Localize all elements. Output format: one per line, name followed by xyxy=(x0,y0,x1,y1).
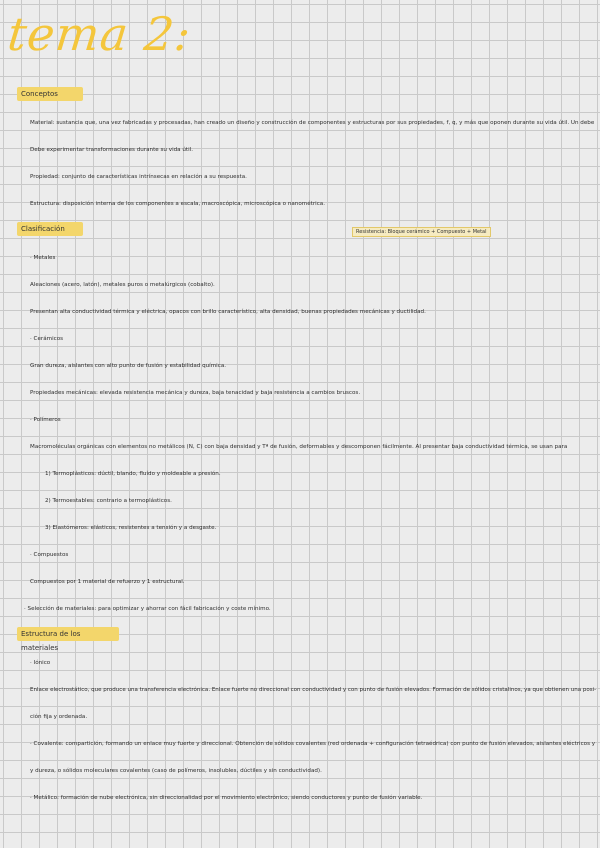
text-line: Estructura: disposición interna de los componentes a escala, macroscópica, microscópica o nanométrica. xyxy=(30,201,325,207)
note-tag: Resistencia: Bloque cerámico + Compuesto + Metal xyxy=(352,227,491,237)
text-line: Aleaciones (acero, latón), metales puros o metalúrgicos (cobalto). xyxy=(30,282,215,288)
text-line: Compuestos por 1 material de refuerzo y 1 estructural. xyxy=(30,579,185,585)
text-line: Debe experimentar transformaciones durante su vida útil. xyxy=(30,147,193,153)
text-line: ción fija y ordenada. xyxy=(30,714,88,720)
page-title: tema 2: xyxy=(5,7,194,61)
text-line: Macromoléculas orgánicas con elementos no metálicos (N, C) con baja densidad y Tª de fusión, deformables y descomponen fácilmente. Al presentar baja conductividad térmica, se usan para xyxy=(30,444,568,450)
text-line: Material: sustancia que, una vez fabricadas y procesadas, han creado un diseño y construcción de componentes y estructuras por sus propiedades, f, q, y más que oponen durante su vida útil. Un debe xyxy=(30,120,595,126)
section-heading-conceptos: Conceptos xyxy=(17,87,83,101)
text-line: · Iónico xyxy=(30,660,51,666)
text-line: · Polímeros xyxy=(30,417,61,423)
text-line: 2) Termoestables: contrario a termoplásticos. xyxy=(45,498,172,504)
text-line: · Cerámicos xyxy=(30,336,64,342)
text-line: · Selección de materiales: para optimizar y ahorrar con fácil fabricación y coste mínimo. xyxy=(24,606,271,612)
text-line: · Metales xyxy=(30,255,56,261)
text-line: Presentan alta conductividad térmica y eléctrica, opacos con brillo característico, alta densidad, buenas propiedades mecánicas y ductilidad. xyxy=(30,309,426,315)
text-line: 1) Termoplásticos: dúctil, blando, fluído y moldeable a presión. xyxy=(45,471,221,477)
text-line: Propiedad: conjunto de características intrínsecas en relación a su respuesta. xyxy=(30,174,247,180)
text-line: 3) Elastómeros: elásticos, resistentes a tensión y a desgaste. xyxy=(45,525,217,531)
text-line: · Compuestos xyxy=(30,552,69,558)
text-line: Gran dureza, aislantes con alto punto de fusión y estabilidad química. xyxy=(30,363,227,369)
section-heading-estructura: Estructura de los materiales xyxy=(17,627,119,641)
section-heading-clasificacion: Clasificación xyxy=(17,222,83,236)
text-line: · Covalente: compartición, formando un enlace muy fuerte y direccional. Obtención de sólidos covalentes (red ordenada + configuración tetraédrica) con punto de fusión elevados, aislantes eléctricos y xyxy=(30,741,596,747)
text-line: Enlace electrostático, que produce una transferencia electrónica. Enlace fuerte no direccional con conductividad y con punto de fusión elevados. Formación de sólidos cristalinos, ya que obtienen una posi- xyxy=(30,687,597,693)
text-line: Propiedades mecánicas: elevada resistencia mecánica y dureza, baja tenacidad y baja resistencia a cambios bruscos. xyxy=(30,390,361,396)
text-line: y dureza, o sólidos moleculares covalentes (caso de polímeros, insolubles, dúctiles y sin conductividad). xyxy=(30,768,322,774)
text-line: · Metálico: formación de nube electrónica, sin direccionalidad por el movimiento electrónico, siendo conductores y punto de fusión variable. xyxy=(30,795,423,801)
